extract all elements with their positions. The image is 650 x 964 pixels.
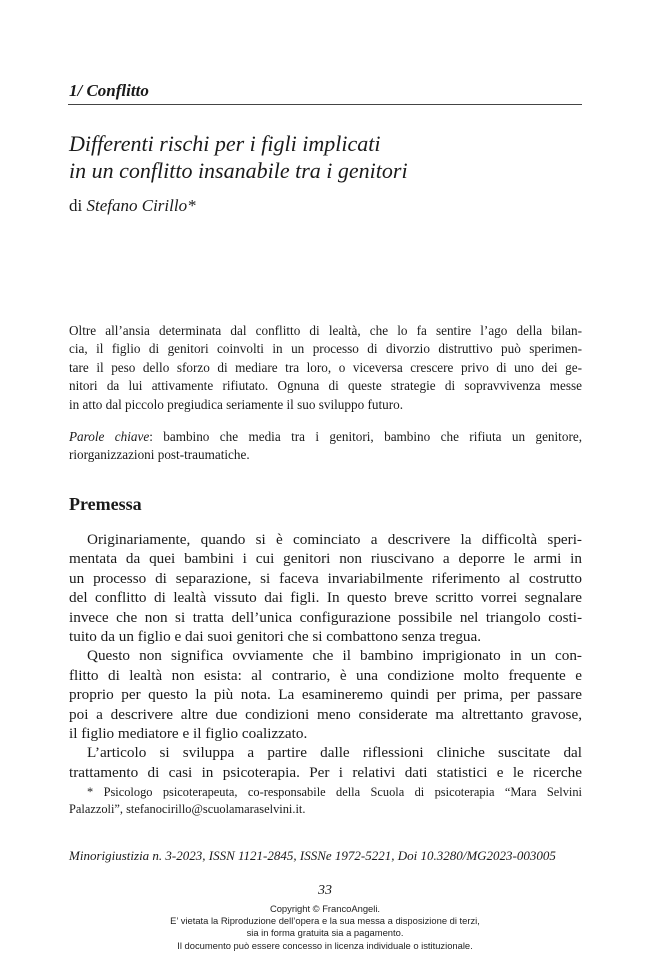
body-text xyxy=(69,530,582,782)
body-line: proprio per questo la più nota. La esamineremo quindi per prima, per passare xyxy=(69,686,582,704)
body-line: trattamento di casi in psicoterapia. Per i relativi dati statistici e le ricerche xyxy=(69,763,582,781)
keywords-line xyxy=(69,428,582,446)
page-number: 33 xyxy=(318,883,332,898)
article-title xyxy=(69,130,589,184)
section-divider xyxy=(68,104,582,105)
journal-citation: Minorigiustizia n. 3-2023, ISSN 1121-2845, ISSNe 1972-5221, Doi 10.3280/MG2023-003005 xyxy=(69,848,556,863)
abstract xyxy=(69,322,582,414)
keywords-line: riorganizzazioni post-traumatiche. xyxy=(69,447,250,463)
body-line: Questo non significa ovviamente che il bambino imprigionato in un con- xyxy=(87,647,582,665)
copyright-line: sia in forma gratuita sia a pagamento. xyxy=(246,927,404,939)
body-line: poi a descrivere altre due condizioni meno considerate ma altrettanto gravose, xyxy=(69,705,582,723)
body-line: Originariamente, quando si è cominciato a descrivere la difficoltà speri- xyxy=(87,531,582,548)
body-line: L’articolo si sviluppa a partire dalle riflessioni cliniche suscitate dal xyxy=(87,744,582,762)
title-line: in un conflitto insanabile tra i genitori xyxy=(69,158,408,183)
copyright-notice xyxy=(0,903,650,952)
section-heading: Premessa xyxy=(69,494,142,514)
abstract-line: tare il peso dello sforzo di mediare tra loro, o viceversa crescere privo di uno dei ge- xyxy=(69,359,582,375)
byline-prefix: di xyxy=(69,196,83,215)
keywords-text: : bambino che media tra i genitori, bambino che rifiuta un genitore, xyxy=(149,429,582,444)
body-line: invece che non si tratta dell’unica configurazione possibile nel triangolo costi- xyxy=(69,608,582,626)
section-label: 1/ Conflitto xyxy=(69,81,149,100)
keywords-label: Parole chiave xyxy=(69,429,150,444)
copyright-line: Il documento può essere concesso in licenza individuale o istituzionale. xyxy=(177,939,473,951)
abstract-line: Oltre all’ansia determinata dal conflitto di lealtà, che lo fa sentire l’ago della bilan- xyxy=(69,323,582,338)
abstract-line: nitori da lui attivamente rifiutato. Ognuna di queste strategie di sopravvivenza messe xyxy=(69,378,582,394)
abstract-line: cia, il figlio di genitori coinvolti in un processo di divorzio distruttivo può sperimen- xyxy=(69,341,582,357)
footnote xyxy=(69,784,582,818)
copyright-line: Copyright © FrancoAngeli. xyxy=(269,903,381,914)
byline xyxy=(69,196,196,216)
body-line: flitto di lealtà non esista: al contrario, è una condizione molto frequente e xyxy=(69,666,582,684)
body-line: mentata da quei bambini i cui genitori non riuscivano a deporre le armi in xyxy=(69,550,582,568)
abstract-line: in atto dal piccolo pregiudica seriamente il suo sviluppo futuro. xyxy=(69,396,404,412)
author-name: Stefano Cirillo* xyxy=(86,196,196,215)
footnote-line: Palazzoli”, stefanocirillo@scuolamaraselvini.it. xyxy=(69,802,306,816)
copyright-line: E’ vietata la Riproduzione dell’opera e la sua messa a disposizione di terzi, xyxy=(170,915,480,927)
footnote-line: * Psicologo psicoterapeuta, co-responsabile della Scuola di psicoterapia “Mara Selvini xyxy=(87,785,582,799)
title-line: Differenti rischi per i figli implicati xyxy=(69,131,381,156)
keywords xyxy=(69,428,582,465)
body-line: del conflitto di lealtà vissuto dai figli. In questo breve scritto vorrei segnalare xyxy=(69,589,582,607)
body-line: un processo di separazione, si faceva invariabilmente riferimento al costrutto xyxy=(69,569,582,587)
body-line: il figlio mediatore e il figlio coalizzato. xyxy=(69,725,308,743)
body-line: tuito da un figlio e dai suoi genitori che si combattono senza tregua. xyxy=(69,628,482,646)
